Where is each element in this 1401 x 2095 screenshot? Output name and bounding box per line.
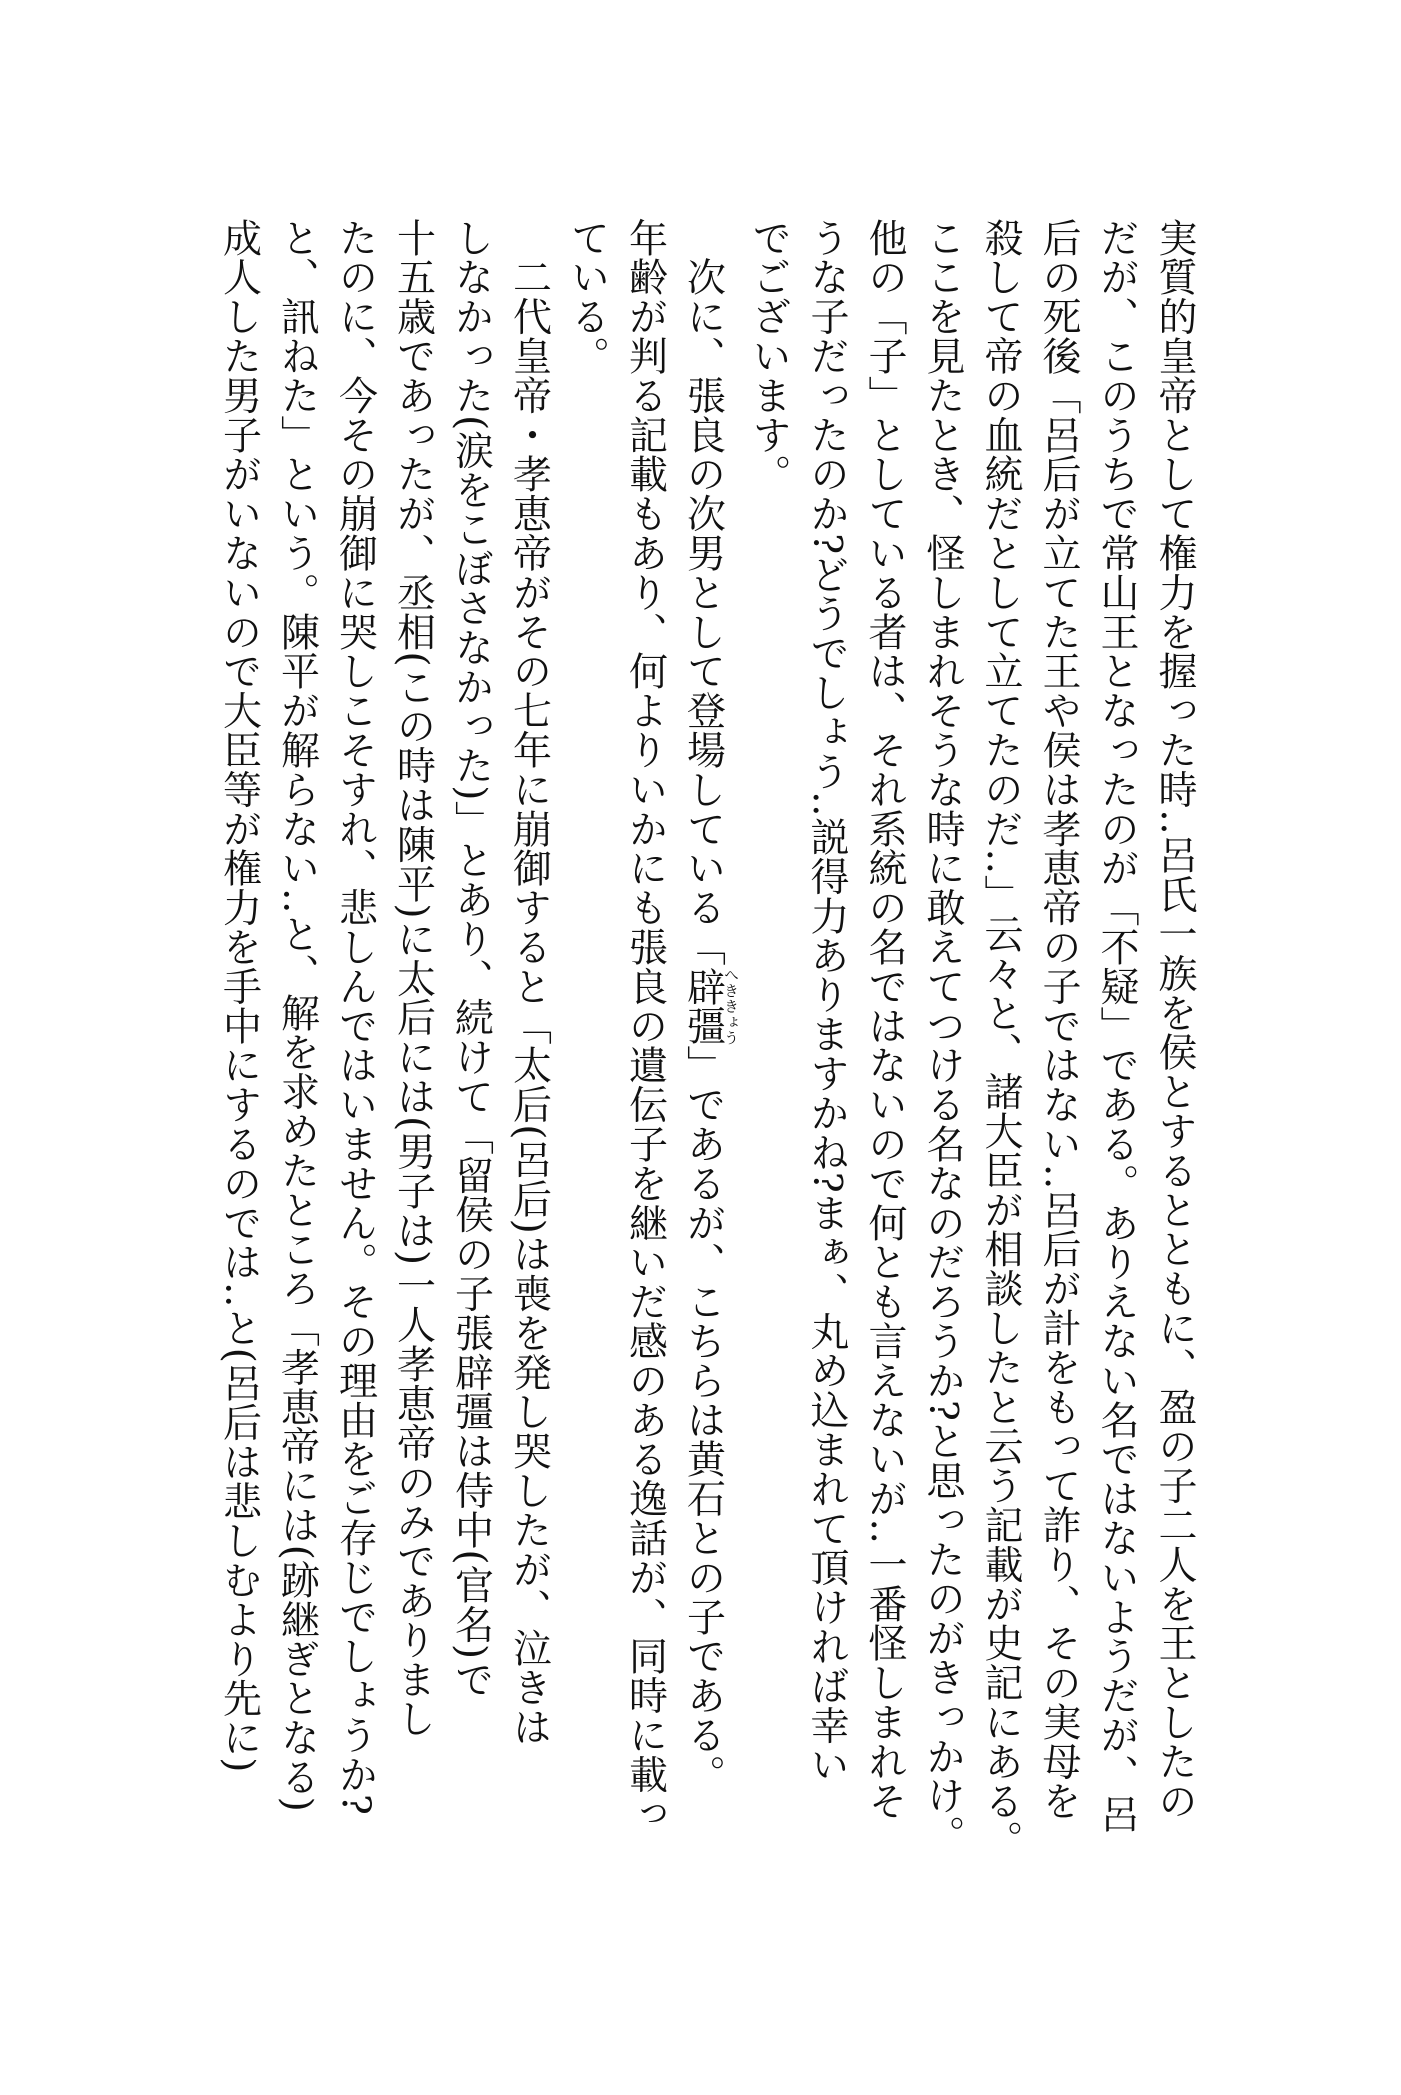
text-line: と、訊ねた」という。陳平が解らない‥と、解を求めたところ「孝恵帝には(跡継ぎとなる) (274, 218, 320, 1813)
text-line: 十五歳であったが、丞相(この時は陳平)に太后には(男子は)一人孝恵帝のみでありまし (390, 218, 436, 1739)
ruby-reading: へききょう (722, 966, 740, 1046)
text-line: 年齢が判る記載もあり、何よりいかにも張良の遺伝子を継いだ感のある逸話が、同時に載っ (622, 218, 668, 1834)
text-line: ここを見たとき、怪しまれそうな時に敢えてつける名なのだろうか?と思ったのがきっかけ。 (920, 218, 965, 1855)
text-line: 他の「子」としている者は、それ系統の名ではないので何とも言えないが‥一番怪しまれそ (862, 218, 907, 1821)
text-line: ている。 (564, 218, 610, 376)
ruby-base: 辟彊 (680, 966, 726, 1046)
ruby-word (680, 966, 740, 1046)
text-line: 后の死後「呂后が立てた王や侯は孝恵帝の子ではない‥呂后が計をもって詐り、その実母を (1036, 218, 1081, 1821)
text-line: だが、このうちで常山王となったのが「不疑」である。ありえない名ではないようだが、呂 (1094, 218, 1139, 1834)
text-line: しなかった(涙をこぼさなかった)」とあり、続けて「留侯の子張辟彊は侍中(官名)で (448, 218, 494, 1699)
text-line: 実質的皇帝として権力を握った時‥呂氏一族を侯とするとともに、盈の子二人を王としたの (1152, 218, 1197, 1821)
text-line: 殺して帝の血統だとして立てたのだ‥」云々と、諸大臣が相談したと云う記載が史記にある。 (978, 218, 1023, 1860)
text-line: でございます。 (746, 218, 791, 494)
text-line: 二代皇帝・孝恵帝がその七年に崩御すると「太后(呂后)は喪を発し哭したが、泣きは (506, 218, 552, 1747)
text-line: たのに、今その崩御に哭しこそすれ、悲しんではいません。その理由をご存じでしょうか? (332, 218, 378, 1816)
text-segment: 」であるが、こちらは黄石との子である。 (680, 1045, 726, 1795)
text-line: 成人した男子がいないので大臣等が権力を手中にするのでは‥と(呂后は悲しむより先に) (216, 218, 262, 1773)
text-line: うな子だったのか?どうでしょう‥説得力ありますかね?まぁ、丸め込まれて頂ければ幸い (804, 218, 849, 1785)
text-segment: 次に、張良の次男として登場している「 (680, 218, 726, 967)
vertical-text-page (210, 218, 1204, 1858)
text-line-with-ruby (674, 218, 740, 1858)
